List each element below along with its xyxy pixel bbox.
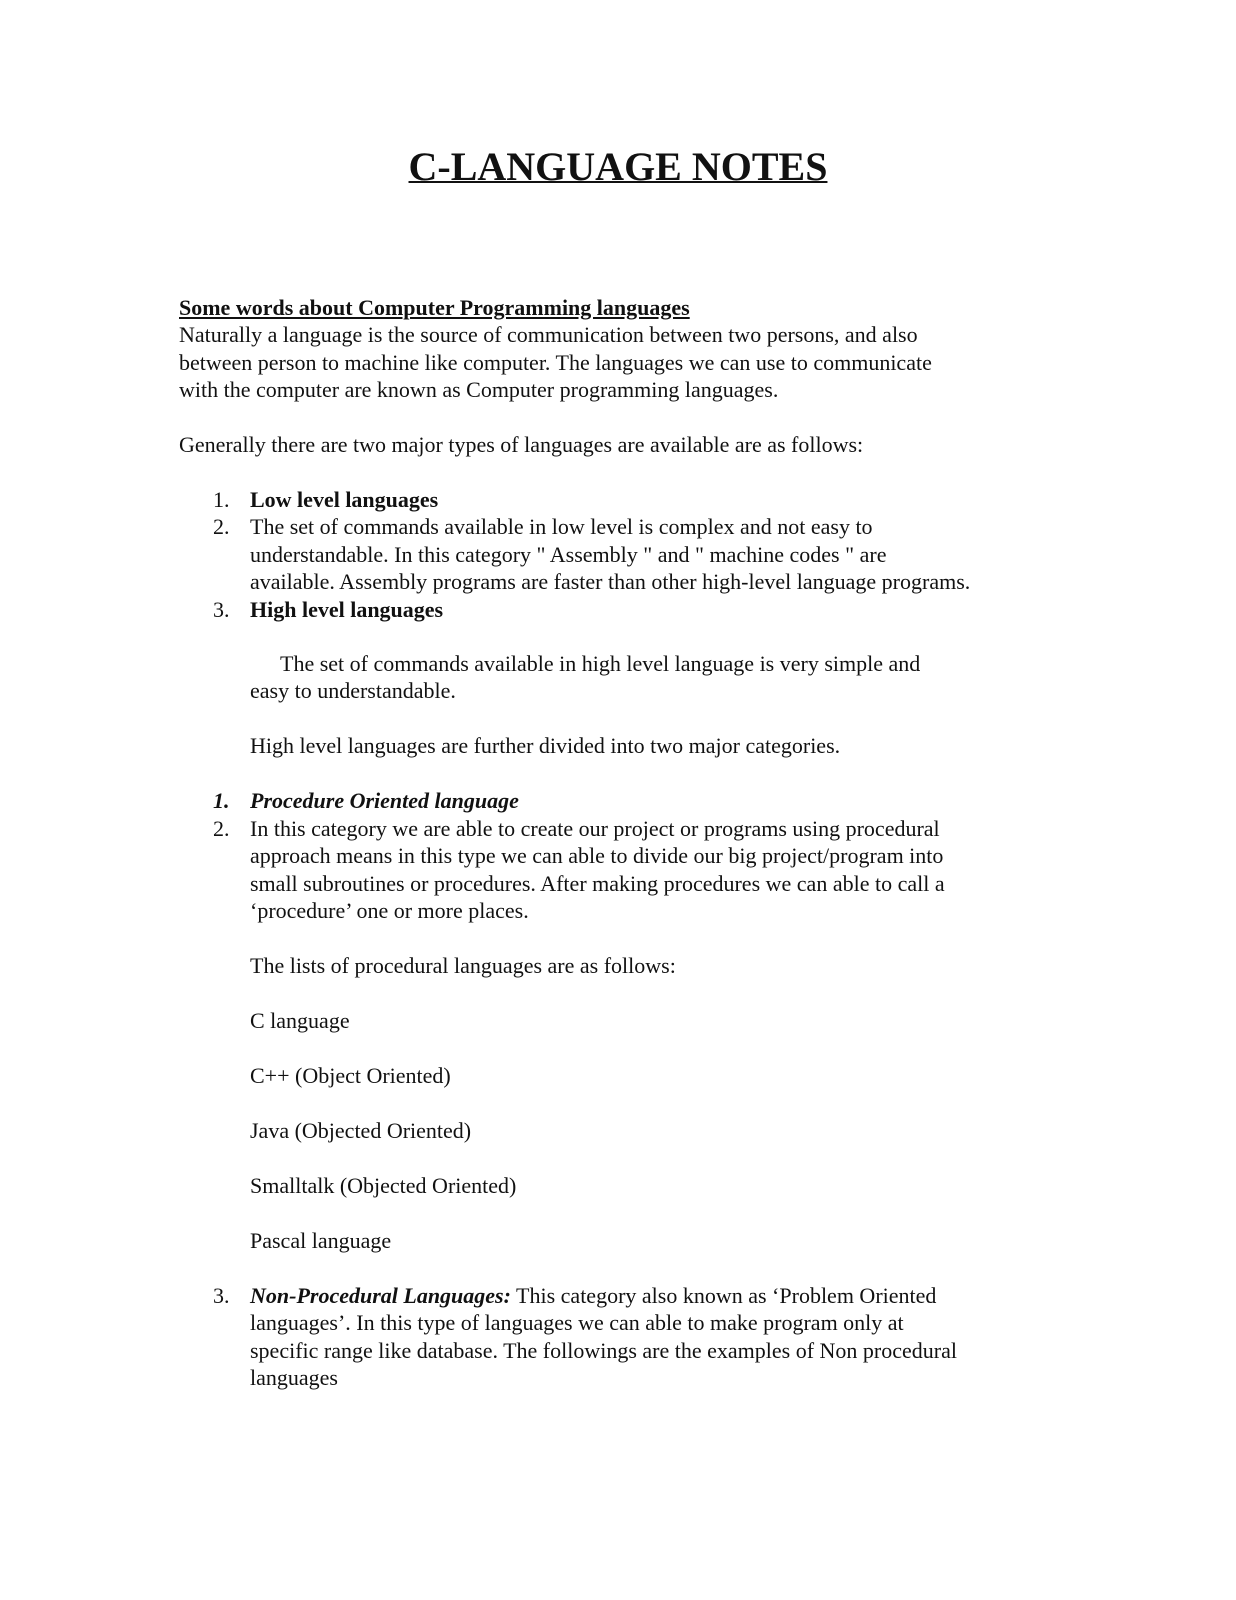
list-item-non-procedural [250,1282,936,1310]
list-item-text: languages’. In this type of languages we can able to make program only at [250,1310,904,1335]
categories-intro: High level languages are further divided into two major categories. [250,733,841,758]
list-number: 2. [213,514,230,539]
list-item-text: available. Assembly programs are faster than other high-level language programs. [250,569,971,594]
intro-line: between person to machine like computer. The languages we can use to communicate [179,350,932,375]
language-item: Java (Objected Oriented) [250,1118,472,1143]
document-title: C-LANGUAGE NOTES [408,144,828,189]
intro-line: Naturally a language is the source of communication between two persons, and also [179,322,918,347]
list-item-text: understandable. In this category " Assembly " and " machine codes " are [250,542,887,567]
list-item-text: The set of commands available in low level is complex and not easy to [250,514,873,539]
list-item-high-level: High level languages [250,597,444,622]
language-item: Smalltalk (Objected Oriented) [250,1173,517,1198]
language-item: C++ (Object Oriented) [250,1063,451,1088]
list-number: 3. [213,597,230,622]
list-item-text: approach means in this type we can able to divide our big project/program into [250,843,944,868]
language-item: C language [250,1008,350,1033]
list-item-text: This category also known as ‘Problem Oriented [510,1283,937,1308]
intro-line: with the computer are known as Computer programming languages. [179,377,779,402]
list-item-text: languages [250,1365,338,1390]
section-heading: Some words about Computer Programming languages [179,295,690,320]
list-item-low-level: Low level languages [250,487,439,512]
list-item-text: small subroutines or procedures. After making procedures we can able to call a [250,871,945,896]
list-number: 1. [213,487,230,512]
language-item: Pascal language [250,1228,392,1253]
high-level-desc: easy to understandable. [250,678,456,703]
languages-intro: The lists of procedural languages are as follows: [250,953,676,978]
list-item-text: In this category we are able to create our project or programs using procedural [250,816,940,841]
list-item-text: ‘procedure’ one or more places. [250,898,529,923]
generally-text: Generally there are two major types of languages are available are as follows: [179,432,864,457]
list-item-text: specific range like database. The followings are the examples of Non procedural [250,1338,957,1363]
list-item-procedure-oriented: Procedure Oriented language [250,788,519,813]
high-level-desc: The set of commands available in high level language is very simple and [280,651,921,676]
list-number: 3. [213,1283,230,1308]
non-procedural-label: Non-Procedural Languages: [250,1283,511,1308]
list-number: 2. [213,816,230,841]
list-number: 1. [213,788,230,813]
